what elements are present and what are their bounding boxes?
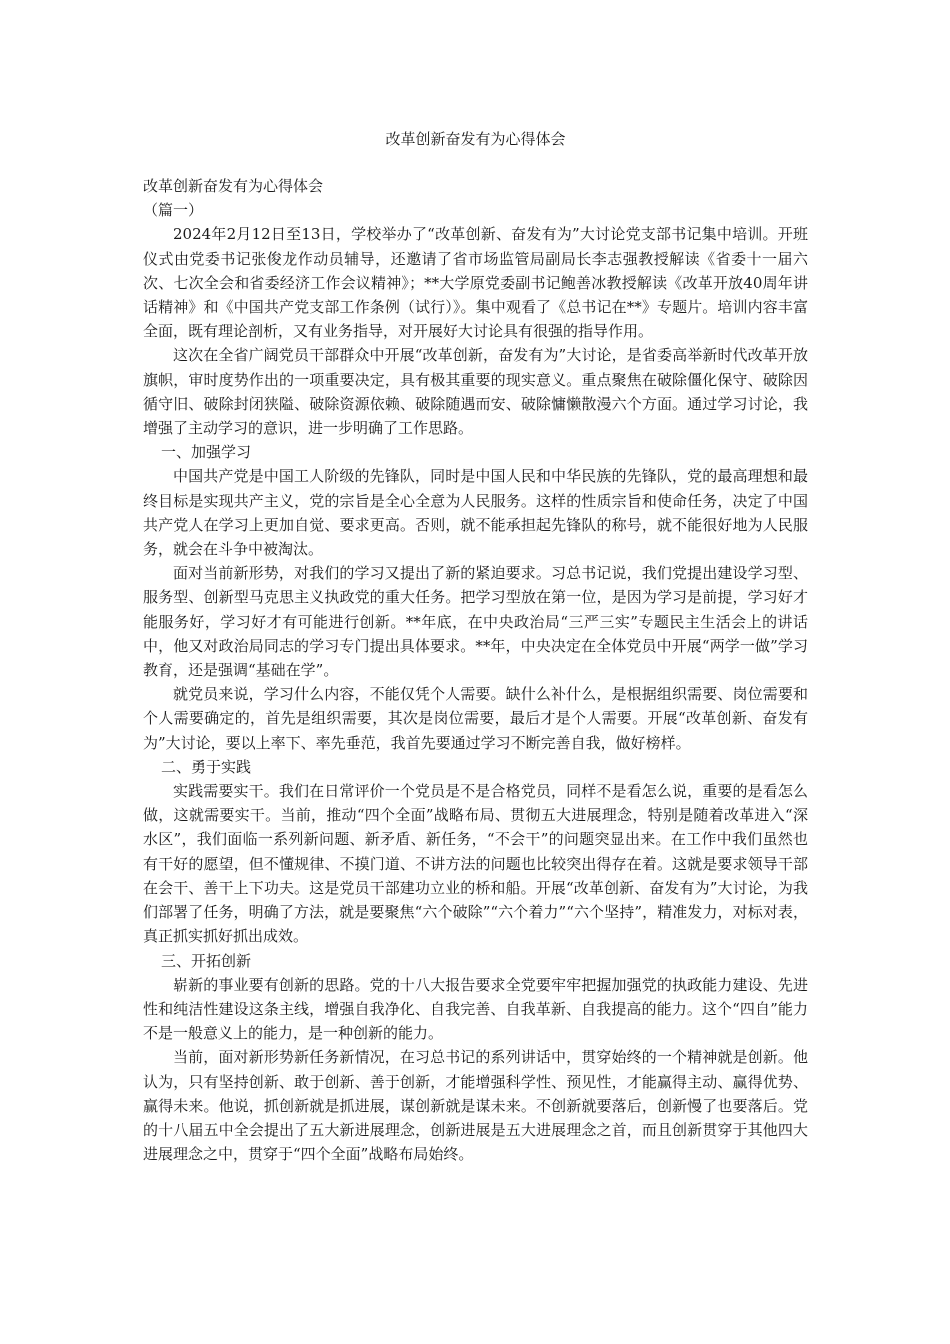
part-label: （篇一） xyxy=(143,201,204,220)
paragraph-3: 中国共产党是中国工人阶级的先锋队，同时是中国人民和中华民族的先锋队，党的最高理想和最终目标是实现共产主义，党的宗旨是全心全意为人民服务。这样的性质宗旨和使命任务，决定了中国共产党人在学习上更加自觉、要求更高。否则，就不能承担起先锋队的称号，就不能很好地为人民服务，就会在斗争中被淘汰。 xyxy=(143,467,808,559)
document-body xyxy=(143,174,808,1166)
paragraph-8: 当前，面对新形势新任务新情况，在习总书记的系列讲话中，贯穿始终的一个精神就是创新。他认为，只有坚持创新、敢于创新、善于创新，才能增强科学性、预见性，才能赢得主动、赢得优势、赢得未来。他说，抓创新就是抓进展，谋创新就是谋未来。不创新就要落后，创新慢了也要落后。党的十八届五中全会提出了五大新进展理念，创新进展是五大进展理念之首，而且创新贯穿于其他四大进展理念之中，贯穿于“四个全面”战略布局始终。 xyxy=(143,1048,808,1164)
paragraph-7: 崭新的事业要有创新的思路。党的十八大报告要求全党要牢牢把握加强党的执政能力建设、先进性和纯洁性建设这条主线，增强自我净化、自我完善、自我革新、自我提高的能力。这个“四自”能力不是一般意义上的能力，是一种创新的能力。 xyxy=(143,975,808,1043)
paragraph-2: 这次在全省广阔党员干部群众中开展“改革创新，奋发有为”大讨论，是省委高举新时代改革开放旗帜，审时度势作出的一项重要决定，具有极其重要的现实意义。重点聚焦在破除僵化保守、破除因循守旧、破除封闭狭隘、破除资源依赖、破除随遇而安、破除慵懒散漫六个方面。通过学习讨论，我增强了主动学习的意识，进一步明确了工作思路。 xyxy=(143,346,808,438)
section-heading-3: 三、开拓创新 xyxy=(161,951,252,970)
paragraph-6: 实践需要实干。我们在日常评价一个党员是不是合格党员，同样不是看怎么说，重要的是看怎么做，这就需要实干。当前，推动“四个全面”战略布局、贯彻五大进展理念，特别是随着改革进入“深水区”，我们面临一系列新问题、新矛盾、新任务，“不会干”的问题突显出来。在工作中我们虽然也有干好的愿望，但不懂规律、不摸门道、不讲方法的问题也比较突出得存在着。这就是要求领导干部在会干、善干上下功夫。这是党员干部建功立业的桥和船。开展“改革创新、奋发有为”大讨论，为我们部署了任务，明确了方法，就是要聚焦“六个破除”“六个着力”“六个坚持”，精准发力，对标对表，真正抓实抓好抓出成效。 xyxy=(143,782,808,946)
paragraph-5: 就党员来说，学习什么内容，不能仅凭个人需要。缺什么补什么，是根据组织需要、岗位需要和个人需要确定的，首先是组织需要，其次是岗位需要，最后才是个人需要。开展“改革创新、奋发有为”大讨论，要以上率下、率先垂范，我首先要通过学习不断完善自我，做好榜样。 xyxy=(143,685,808,752)
section-heading-1: 一、加强学习 xyxy=(161,443,252,462)
section-heading-2: 二、勇于实践 xyxy=(161,757,252,776)
paragraph-1: 2024年2月12日至13日，学校举办了“改革创新、奋发有为”大讨论党支部书记集中培训。开班仪式由党委书记张俊龙作动员辅导，还邀请了省市场监管局副局长李志强教授解读《省委十一届六次、七次全会和省委经济工作会议精神》；**大学原党委副书记鲍善冰教授解读《改革开放40周年讲话精神》和《中国共产党支部工作条例（试行）》。集中观看了《总书记在**》专题片。培训内容丰富全面，既有理论剖析，又有业务指导，对开展好大讨论具有很强的指导作用。 xyxy=(143,225,808,341)
document-subtitle: 改革创新奋发有为心得体会 xyxy=(143,177,324,195)
paragraph-4: 面对当前新形势，对我们的学习又提出了新的紧迫要求。习总书记说，我们党提出建设学习型、服务型、创新型马克思主义执政党的重大任务。把学习型放在第一位，是因为学习是前提，学习好才能服务好，学习好才有可能进行创新。**年底，在中央政治局“三严三实”专题民主生活会上的讲话中，他又对政治局同志的学习专门提出具体要求。**年，中央决定在全体党员中开展“两学一做”学习教育，还是强调“基础在学”。 xyxy=(143,564,808,680)
document-title: 改革创新奋发有为心得体会 xyxy=(385,130,566,148)
